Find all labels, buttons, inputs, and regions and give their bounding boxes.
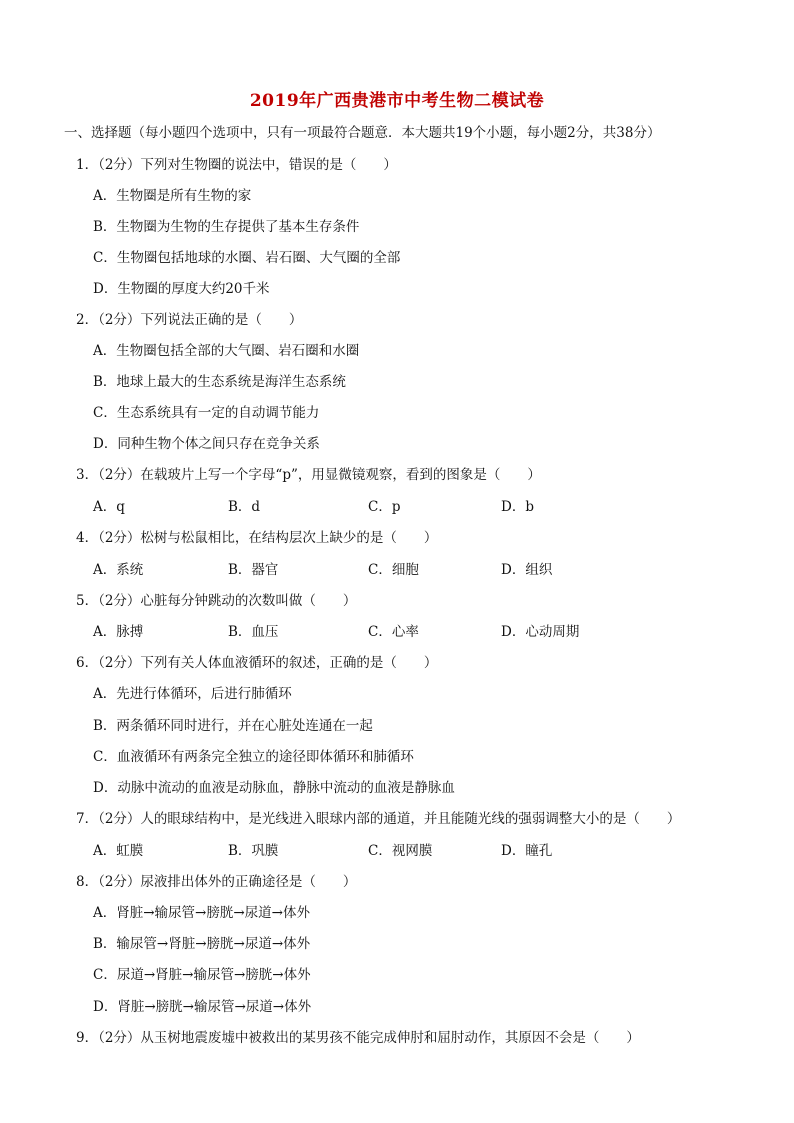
question-option: B．输尿管→肾脏→膀胱→尿道→体外 [93,936,311,952]
question-option: C．尿道→肾脏→输尿管→膀胱→体外 [93,967,311,983]
question-option: D．同种生物个体之间只存在竞争关系 [93,436,320,452]
question-option: D．瞳孔 [501,843,553,859]
question-option: D．b [501,499,534,515]
question-option: D．生物圈的厚度大约20千米 [93,281,270,297]
question-option: C．生态系统具有一定的自动调节能力 [93,405,320,421]
question-option: C．p [368,499,401,515]
question-option: B．血压 [228,624,279,640]
question-stem: 6．（2分）下列有关人体血液循环的叙述，正确的是（ ） [76,655,438,671]
question-option: B．巩膜 [228,843,279,859]
question-option: C．细胞 [368,562,419,578]
section-heading: 一、选择题（每小题四个选项中，只有一项最符合题意．本大题共19个小题，每小题2分，共38分） [64,125,661,141]
question-option: D．心动周期 [501,624,580,640]
question-stem: 1．（2分）下列对生物圈的说法中，错误的是（ ） [76,157,397,173]
question-option: A．生物圈包括全部的大气圈、岩石圈和水圈 [93,343,360,359]
question-option: C．视网膜 [368,843,433,859]
question-option: C．心率 [368,624,419,640]
question-option: C．血液循环有两条完全独立的途径即体循环和肺循环 [93,749,414,765]
question-option: D．动脉中流动的血液是动脉血，静脉中流动的血液是静脉血 [93,780,455,796]
question-option: A．虹膜 [93,843,144,859]
question-option: C．生物圈包括地球的水圈、岩石圈、大气圈的全部 [93,250,401,266]
question-option: A．肾脏→输尿管→膀胱→尿道→体外 [93,905,310,921]
question-stem: 2．（2分）下列说法正确的是（ ） [76,312,303,328]
question-stem: 4．（2分）松树与松鼠相比，在结构层次上缺少的是（ ） [76,530,438,546]
question-option: A．脉搏 [93,624,144,640]
question-option: B．生物圈为生物的生存提供了基本生存条件 [93,219,360,235]
question-option: D．肾脏→膀胱→输尿管→尿道→体外 [93,999,312,1015]
question-stem: 9．（2分）从玉树地震废墟中被救出的某男孩不能完成伸肘和屈肘动作，其原因不会是（ ） [76,1030,640,1046]
question-stem: 7．（2分）人的眼球结构中，是光线进入眼球内部的通道，并且能随光线的强弱调整大小的是（ ） [76,811,681,827]
question-option: A．q [93,499,125,515]
question-stem: 5．（2分）心脏每分钟跳动的次数叫做（ ） [76,593,357,609]
question-stem: 8．（2分）尿液排出体外的正确途径是（ ） [76,874,357,890]
page-title: 2019年广西贵港市中考生物二模试卷 [249,91,545,111]
question-option: D．组织 [501,562,553,578]
question-option: B．器官 [228,562,279,578]
question-stem: 3．（2分）在载玻片上写一个字母“p”，用显微镜观察，看到的图象是（ ） [76,467,541,483]
question-option: A．生物圈是所有生物的家 [93,188,252,204]
question-option: B．地球上最大的生态系统是海洋生态系统 [93,374,346,390]
question-option: A．先进行体循环，后进行肺循环 [93,686,292,702]
question-option: B．d [228,499,261,515]
question-option: A．系统 [93,562,144,578]
question-option: B．两条循环同时进行，并在心脏处连通在一起 [93,718,373,734]
